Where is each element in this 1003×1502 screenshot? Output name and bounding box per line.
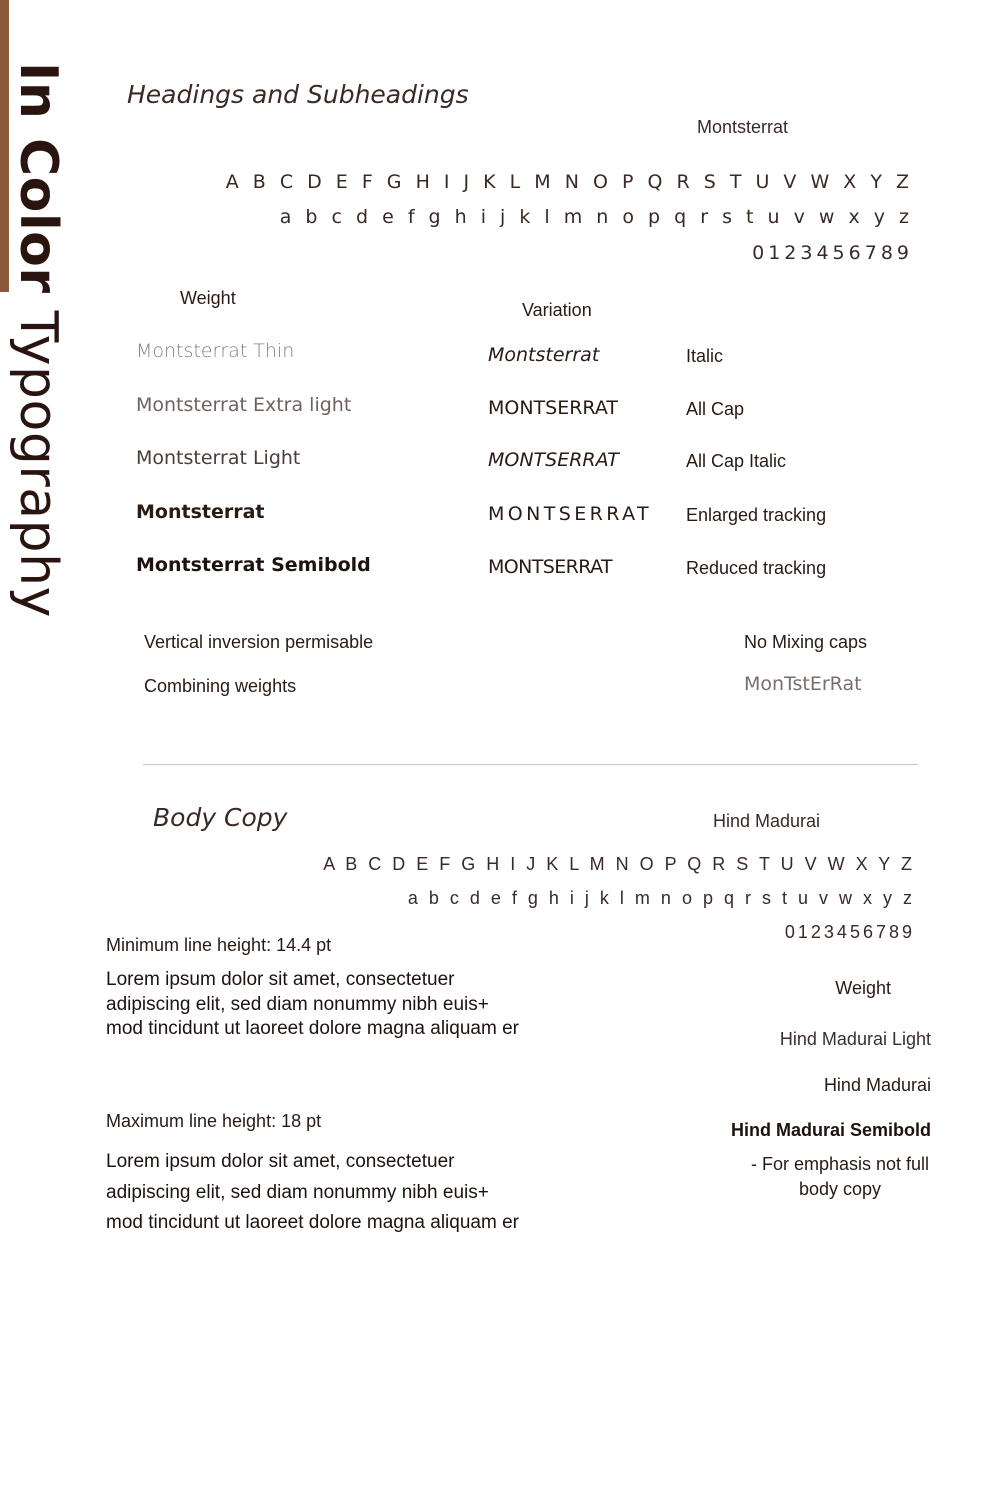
weight-thin: Montsterrat Thin (136, 340, 295, 362)
headings-uppercase: A B C D E F G H I J K L M N O P Q R S T U V W X Y Z (225, 171, 913, 193)
body-font-name: Hind Madurai (713, 811, 821, 831)
variation-italic-label: Italic (686, 346, 724, 366)
headings-digits: 0123456789 (752, 242, 913, 264)
body-section-title: Body Copy (153, 803, 288, 832)
variation-reduced-tracking-label: Reduced tracking (686, 558, 827, 578)
mixed-caps-example: MonTstErRat (744, 673, 862, 695)
sidebar-title-strong: In Color (8, 62, 68, 294)
variation-enlarged-tracking-label: Enlarged tracking (686, 505, 827, 525)
variation-allcap-label: All Cap (686, 399, 745, 419)
sidebar-title-light: Typography (8, 310, 68, 618)
hind-weight-light: Hind Madurai Light (779, 1029, 931, 1049)
note-vertical-inversion: Vertical inversion permisable (144, 632, 374, 652)
variation-reduced-tracking-sample: MONTSERRAT (488, 556, 612, 578)
headings-lowercase: a b c d e f g h i j k l m n o p q r s t u v w x y z (279, 206, 913, 228)
sidebar-title (8, 62, 68, 618)
max-line-height-paragraph: Lorem ipsum dolor sit amet, consectetuer adipiscing elit, sed diam nonummy nibh euis+ mod tincidunt ut laoreet dolore magna aliquam er (106, 1151, 519, 1233)
max-line-height-label: Maximum line height: 18 pt (106, 1111, 322, 1131)
body-digits: 0123456789 (784, 922, 915, 942)
weight-semibold: Montsterrat Semibold (136, 554, 371, 576)
variation-enlarged-tracking-sample: MONTSERRAT (488, 503, 652, 525)
body-uppercase: A B C D E F G H I J K L M N O P Q R S T U V W X Y Z (323, 854, 915, 874)
variation-allcap-sample: MONTSERRAT (488, 397, 618, 419)
note-combining-weights: Combining weights (144, 676, 297, 696)
weight-light: Montsterrat Light (136, 447, 301, 469)
body-lowercase: a b c d e f g h i j k l m n o p q r s t u v w x y z (407, 888, 915, 908)
variation-italic-sample: Montsterrat (488, 344, 600, 366)
weight-extra-light: Montsterrat Extra light (136, 394, 352, 416)
headings-weight-header: Weight (180, 288, 236, 308)
body-weight-header: Weight (835, 978, 891, 998)
headings-variation-header: Variation (522, 300, 592, 320)
weight-regular: Montsterrat (136, 501, 265, 523)
headings-font-name: Montsterrat (697, 117, 789, 137)
variation-allcap-italic-label: All Cap Italic (686, 451, 787, 471)
min-line-height-paragraph: Lorem ipsum dolor sit amet, consectetuer adipiscing elit, sed diam nonummy nibh euis+ mod tincidunt ut laoreet dolore magna aliquam er (106, 969, 519, 1039)
variation-allcap-italic-sample: MONTSERRAT (488, 449, 619, 471)
section-divider (143, 764, 918, 765)
hind-weight-semibold: Hind Madurai Semibold (730, 1120, 931, 1140)
headings-section-title: Headings and Subheadings (127, 80, 469, 109)
min-line-height-label: Minimum line height: 14.4 pt (106, 935, 332, 955)
note-no-mixing-caps: No Mixing caps (744, 632, 868, 652)
hind-weight-regular: Hind Madurai (823, 1075, 931, 1095)
emphasis-note: - For emphasis not full body copy (750, 1154, 930, 1199)
